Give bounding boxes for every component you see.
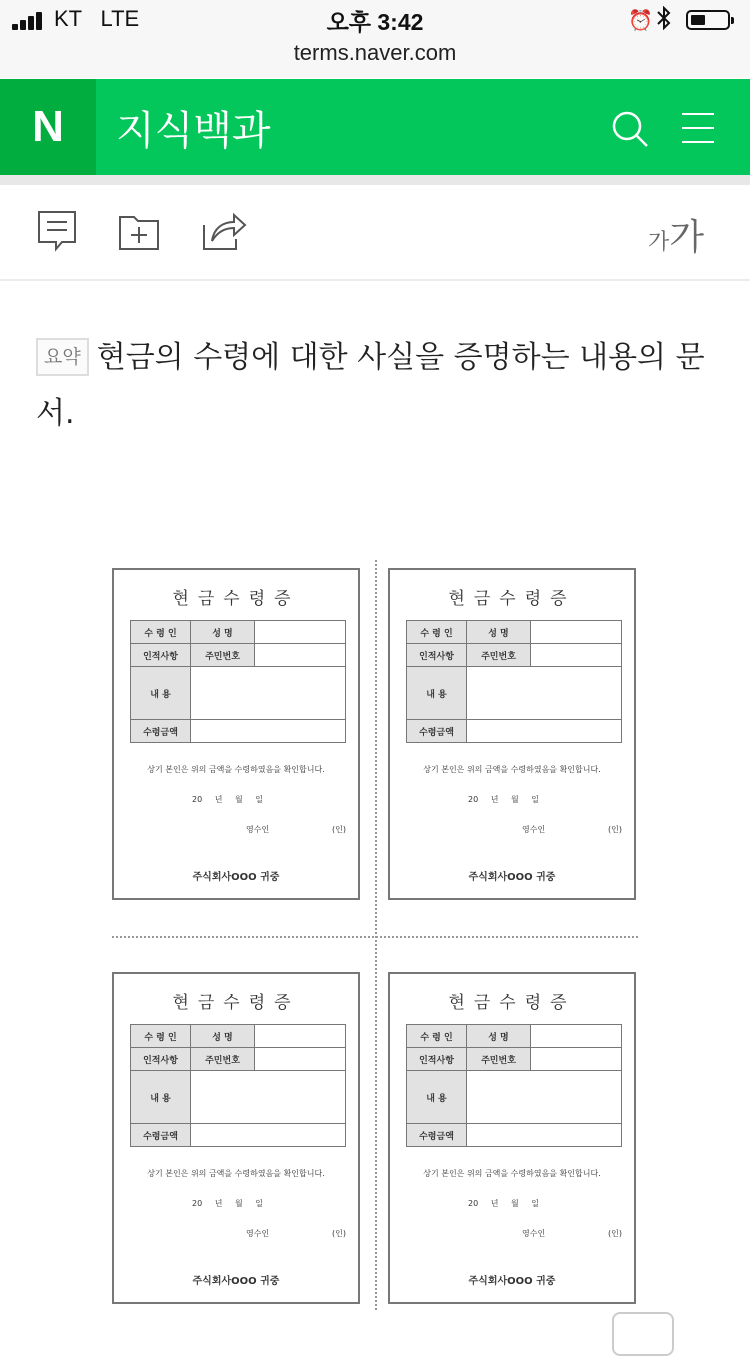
receipt-image[interactable] <box>100 560 650 1330</box>
receipt-date: 20 년 월 일 <box>468 795 539 804</box>
receiver-label: 영수인 <box>522 1229 546 1238</box>
clock: 오후 3:42 <box>326 9 424 35</box>
content-label: 내 용 <box>131 667 191 719</box>
search-icon[interactable] <box>610 109 650 149</box>
receiver-label: 영수인 <box>522 825 546 834</box>
seal-label: (인) <box>332 1229 346 1238</box>
id-value <box>531 644 621 666</box>
amount-value <box>467 720 621 742</box>
seal-label: (인) <box>332 825 346 834</box>
receipt-title: 현금수령증 <box>448 589 576 609</box>
receipt-table <box>406 620 622 743</box>
content-label: 내 용 <box>407 1071 467 1123</box>
content-value <box>467 667 621 719</box>
menu-icon[interactable] <box>682 111 714 145</box>
id-value <box>255 1048 345 1070</box>
amount-label: 수령금액 <box>407 1124 467 1146</box>
id-label: 주민번호 <box>191 644 255 666</box>
amount-label: 수령금액 <box>131 1124 191 1146</box>
carrier-label: KT LTE <box>54 6 140 31</box>
seal-label: (인) <box>608 825 622 834</box>
recipient-label: 수 령 인 <box>131 1025 191 1047</box>
recipient-info-label: 인적사항 <box>131 644 191 666</box>
status-bar <box>0 0 750 78</box>
seal-label: (인) <box>608 1229 622 1238</box>
receipt-table <box>130 1024 346 1147</box>
summary-section <box>36 330 716 442</box>
url-bar[interactable]: terms.naver.com <box>293 40 457 65</box>
name-value <box>255 1025 345 1047</box>
receipt-addressee: 주식회사OOO 귀중 <box>468 1276 556 1287</box>
network-label: LTE <box>100 6 140 31</box>
receipt-statement: 상기 본인은 위의 금액을 수령하였음을 확인합니다. <box>147 1169 325 1178</box>
app-header <box>0 79 750 175</box>
cut-line-horizontal <box>112 936 638 938</box>
receipt-title: 현금수령증 <box>172 993 300 1013</box>
name-label: 성 명 <box>191 1025 255 1047</box>
receiver-label: 영수인 <box>246 825 270 834</box>
name-label: 성 명 <box>467 621 531 643</box>
receipt-addressee: 주식회사OOO 귀중 <box>192 872 280 883</box>
recipient-label: 수 령 인 <box>407 1025 467 1047</box>
recipient-info-label: 인적사항 <box>407 644 467 666</box>
receiver-label: 영수인 <box>246 1229 270 1238</box>
folder-add-icon[interactable] <box>118 209 162 253</box>
alarm-icon: ⏰ <box>628 10 653 32</box>
amount-label: 수령금액 <box>407 720 467 742</box>
font-size-button[interactable]: 가가 <box>648 217 705 258</box>
id-label: 주민번호 <box>467 1048 531 1070</box>
name-value <box>255 621 345 643</box>
share-icon[interactable] <box>202 209 246 253</box>
receipt-statement: 상기 본인은 위의 금액을 수령하였음을 확인합니다. <box>147 765 325 774</box>
summary-text: 현금의 수령에 대한 사실을 증명하는 내용의 문서. <box>36 340 705 431</box>
receipt-date: 20 년 월 일 <box>468 1199 539 1208</box>
receipt-statement: 상기 본인은 위의 금액을 수령하였음을 확인합니다. <box>423 1169 601 1178</box>
amount-value <box>191 720 345 742</box>
naver-logo[interactable]: N <box>0 79 96 175</box>
id-value <box>255 644 345 666</box>
expand-image-button[interactable] <box>612 1312 674 1356</box>
receipt-form <box>388 568 636 900</box>
name-label: 성 명 <box>467 1025 531 1047</box>
receipt-date: 20 년 월 일 <box>192 1199 263 1208</box>
receipt-form <box>112 568 360 900</box>
amount-label: 수령금액 <box>131 720 191 742</box>
receipt-form <box>388 972 636 1304</box>
page-title[interactable]: 지식백과 <box>116 108 271 154</box>
content-value <box>467 1071 621 1123</box>
cut-line-vertical <box>375 560 377 1310</box>
content-label: 내 용 <box>407 667 467 719</box>
receipt-title: 현금수령증 <box>448 993 576 1013</box>
comment-icon[interactable] <box>36 209 80 253</box>
receipt-addressee: 주식회사OOO 귀중 <box>192 1276 280 1287</box>
receipt-statement: 상기 본인은 위의 금액을 수령하였음을 확인합니다. <box>423 765 601 774</box>
receipt-title: 현금수령증 <box>172 589 300 609</box>
recipient-label: 수 령 인 <box>407 621 467 643</box>
divider <box>0 175 750 185</box>
id-label: 주민번호 <box>467 644 531 666</box>
recipient-info-label: 인적사항 <box>407 1048 467 1070</box>
receipt-table <box>130 620 346 743</box>
id-value <box>531 1048 621 1070</box>
summary-badge: 요약 <box>36 338 89 376</box>
article-toolbar <box>0 185 750 281</box>
amount-value <box>467 1124 621 1146</box>
recipient-info-label: 인적사항 <box>131 1048 191 1070</box>
id-label: 주민번호 <box>191 1048 255 1070</box>
bluetooth-icon <box>656 6 672 36</box>
battery-icon <box>686 10 730 30</box>
receipt-table <box>406 1024 622 1147</box>
recipient-label: 수 령 인 <box>131 621 191 643</box>
content-value <box>191 667 345 719</box>
amount-value <box>191 1124 345 1146</box>
name-value <box>531 1025 621 1047</box>
name-value <box>531 621 621 643</box>
content-label: 내 용 <box>131 1071 191 1123</box>
content-value <box>191 1071 345 1123</box>
receipt-form <box>112 972 360 1304</box>
receipt-addressee: 주식회사OOO 귀중 <box>468 872 556 883</box>
name-label: 성 명 <box>191 621 255 643</box>
receipt-date: 20 년 월 일 <box>192 795 263 804</box>
